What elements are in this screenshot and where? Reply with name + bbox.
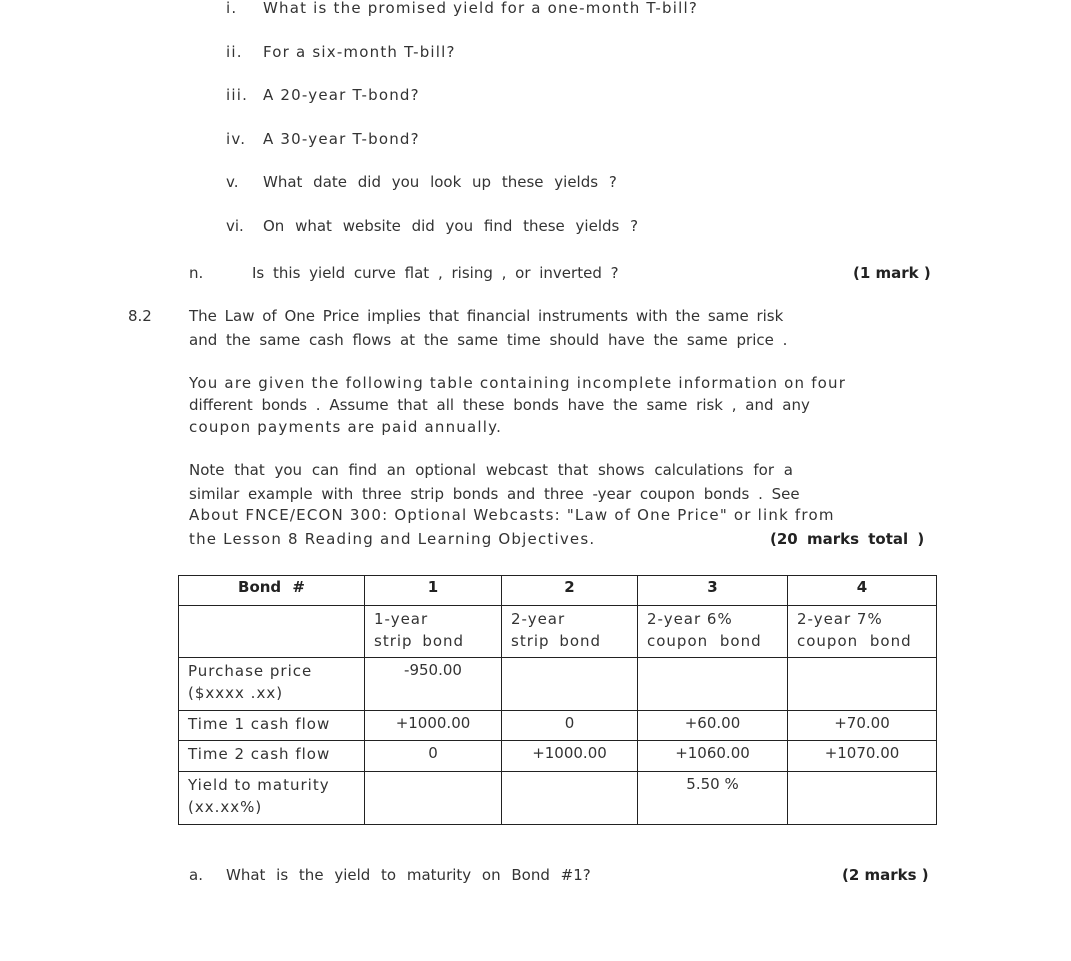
sub-question-text: For a six-month T-bill? <box>263 43 456 61</box>
header-cell-1: 1 <box>365 576 502 606</box>
table-cell <box>638 658 788 711</box>
bond-description-line: 2-year 7% <box>797 610 883 628</box>
table-row <box>179 711 937 741</box>
paragraph-line: different bonds . Assume that all these bonds have the same risk , and any <box>189 396 810 414</box>
sub-question-number: iii. <box>226 86 249 104</box>
table-row <box>179 772 937 825</box>
sub-question-text: A 30-year T-bond? <box>263 130 420 148</box>
header-cell-bond: Bond # <box>179 576 365 606</box>
paragraph-line: Note that you can find an optional webcast that shows calculations for a <box>189 461 793 479</box>
table-cell <box>179 606 365 658</box>
sub-question-text: What date did you look up these yields ? <box>263 173 617 191</box>
table-cell <box>788 658 937 711</box>
bond-description-line: 1-year <box>374 610 429 628</box>
bond-description-line: coupon bond <box>647 632 762 650</box>
table-cell: 5.50 % <box>638 772 788 825</box>
bond-description-line: coupon bond <box>797 632 912 650</box>
table-cell: 0 <box>502 711 638 741</box>
row-label-line: Time 2 cash flow <box>188 745 331 763</box>
row-label <box>179 772 365 825</box>
table-cell: +1060.00 <box>638 741 788 772</box>
bond-description <box>365 606 502 658</box>
total-marks-label: (20 marks total ) <box>770 530 925 548</box>
paragraph-line: and the same cash flows at the same time should have the same price . <box>189 331 788 349</box>
row-label-line: ($xxxx .xx) <box>188 684 284 702</box>
table-description-row <box>179 606 937 658</box>
table-row <box>179 658 937 711</box>
table-cell: +1000.00 <box>502 741 638 772</box>
paragraph-line: You are given the following table containing incomplete information on four <box>189 374 847 392</box>
sub-question-number: vi. <box>226 217 244 235</box>
sub-question-text: On what website did you find these yields ? <box>263 217 639 235</box>
header-cell-3: 3 <box>638 576 788 606</box>
marks-label: (1 mark ) <box>853 264 931 282</box>
table-cell: +1000.00 <box>365 711 502 741</box>
sub-question-number: v. <box>226 173 239 191</box>
paragraph-line: similar example with three strip bonds and three -year coupon bonds . See <box>189 485 800 503</box>
row-label-line: Yield to maturity <box>188 776 330 794</box>
paragraph-line: the Lesson 8 Reading and Learning Objectives. <box>189 530 596 548</box>
sub-question-number: ii. <box>226 43 243 61</box>
paragraph-line: The Law of One Price implies that financial instruments with the same risk <box>189 307 784 325</box>
table-cell <box>502 772 638 825</box>
table-cell <box>788 772 937 825</box>
sub-question-number: iv. <box>226 130 247 148</box>
marks-label: (2 marks ) <box>842 866 929 884</box>
question-label: a. <box>189 866 203 884</box>
bond-description-line: 2-year 6% <box>647 610 733 628</box>
bond-description <box>788 606 937 658</box>
header-cell-2: 2 <box>502 576 638 606</box>
bond-description-line: strip bond <box>511 632 602 650</box>
table-cell: 0 <box>365 741 502 772</box>
section-number: 8.2 <box>128 307 152 325</box>
sub-question-text: What is the promised yield for a one-month T-bill? <box>263 0 699 17</box>
row-label <box>179 711 365 741</box>
table-cell <box>502 658 638 711</box>
question-label: n. <box>189 264 204 282</box>
row-label-line: Time 1 cash flow <box>188 715 331 733</box>
bond-description-line: 2-year <box>511 610 566 628</box>
table-cell <box>365 772 502 825</box>
row-label <box>179 741 365 772</box>
table-cell: +60.00 <box>638 711 788 741</box>
paragraph-line: About FNCE/ECON 300: Optional Webcasts: "Law of One Price" or link from <box>189 506 835 524</box>
table-header-row <box>179 576 937 606</box>
bond-description <box>502 606 638 658</box>
question-text: Is this yield curve flat , rising , or inverted ? <box>252 264 619 282</box>
paragraph-line: coupon payments are paid annually. <box>189 418 503 436</box>
question-text: What is the yield to maturity on Bond #1? <box>226 866 591 884</box>
bond-table <box>178 575 937 825</box>
table-row <box>179 741 937 772</box>
sub-question-number: i. <box>226 0 238 17</box>
sub-question-text: A 20-year T-bond? <box>263 86 420 104</box>
table-cell: +1070.00 <box>788 741 937 772</box>
row-label-line: (xx.xx%) <box>188 798 263 816</box>
table-cell: +70.00 <box>788 711 937 741</box>
header-cell-4: 4 <box>788 576 937 606</box>
bond-description <box>638 606 788 658</box>
row-label-line: Purchase price <box>188 662 313 680</box>
table-cell: -950.00 <box>365 658 502 711</box>
row-label <box>179 658 365 711</box>
bond-description-line: strip bond <box>374 632 465 650</box>
